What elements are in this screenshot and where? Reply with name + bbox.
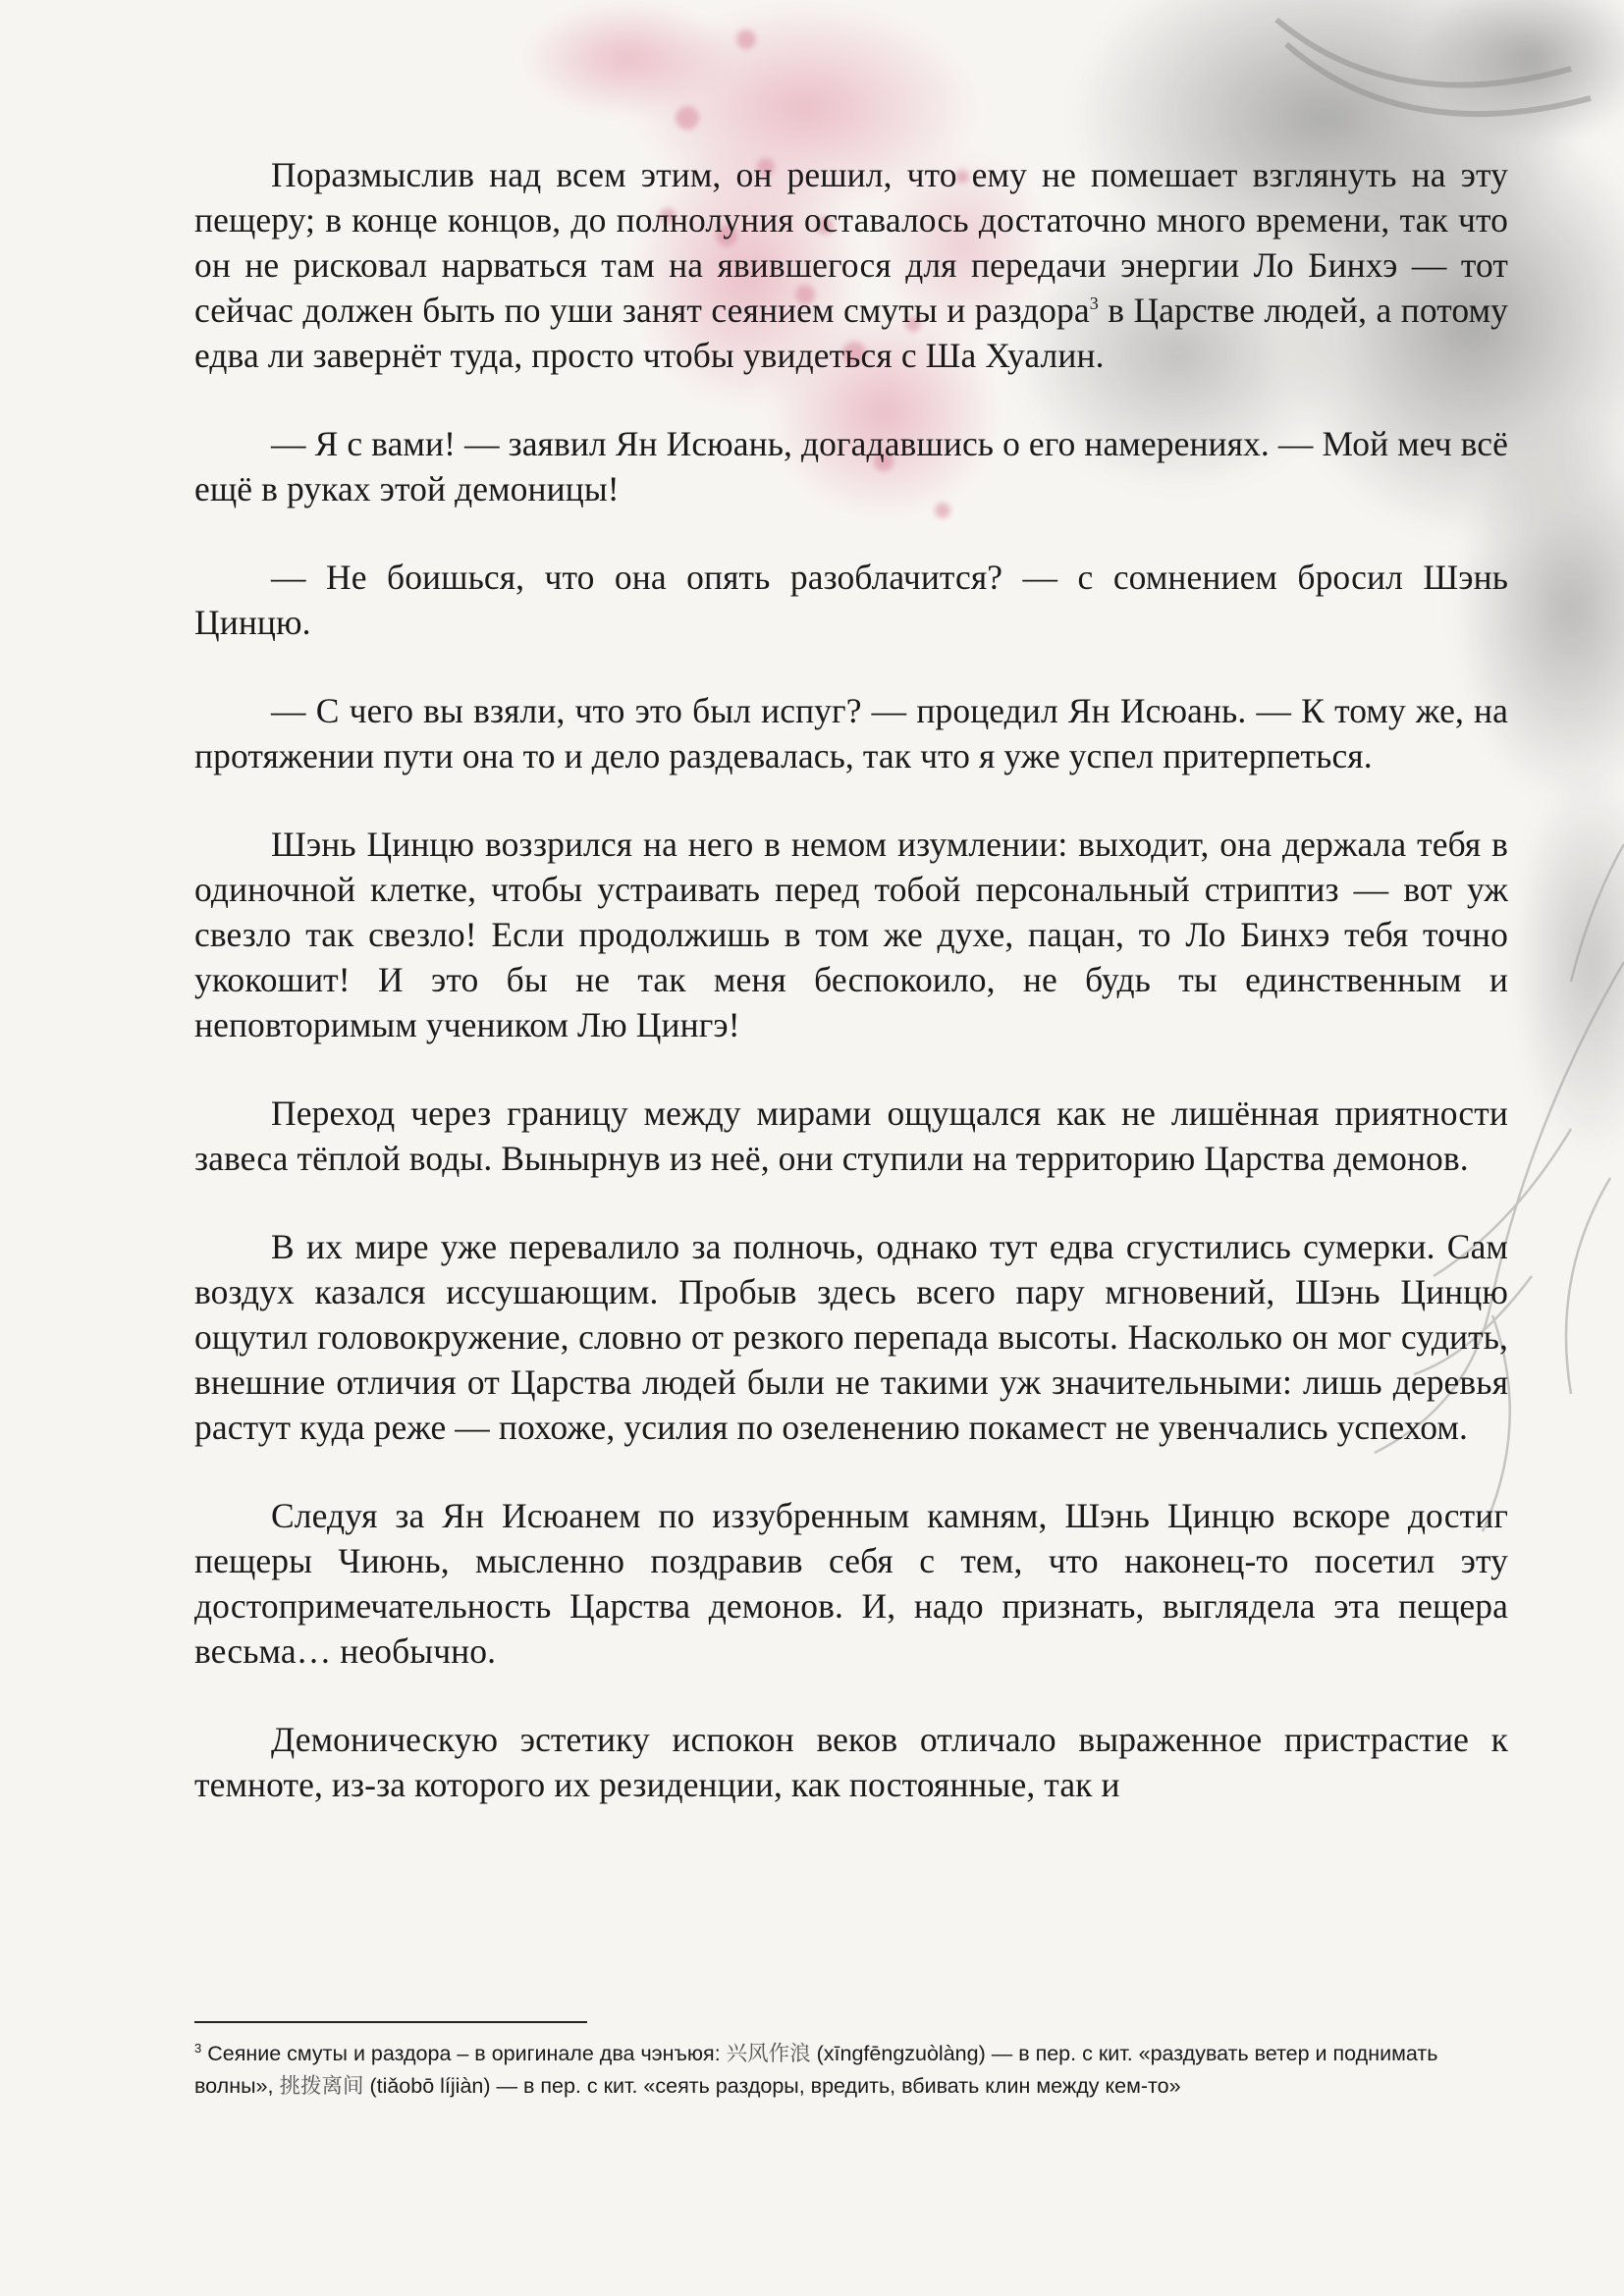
paragraph: В их мире уже перевалило за полночь, однако тут едва сгустились сумерки. Сам воздух казался иссушающим. Пробыв здесь всего пару мгновений, Шэнь Цинцю ощутил головокружение, словно от резкого перепада высоты. Насколько он мог судить, внешние отличия от Царства людей были не такими уж значительными: лишь деревья растут куда реже — похоже, усилия по озеленению покамест не увенчались успехом. xyxy=(194,1227,1508,1447)
document-body xyxy=(194,152,1508,1850)
footnote-text: (tiǎobō líjiàn) — в пер. с кит. «сеять раздоры, вредить, вбивать клин между кем-то» xyxy=(363,2073,1181,2098)
paragraph: Следуя за Ян Исюанем по иззубренным камням, Шэнь Цинцю вскоре достиг пещеры Чиюнь, мысленно поздравив себя с тем, что наконец-то посетил эту достопримечательность Царства демонов. И, надо признать, выглядела эта пещера весьма… необычно. xyxy=(194,1496,1508,1671)
footnote-text: Сеяние смуты и раздора – в оригинале два чэнъюя: xyxy=(201,2042,727,2065)
footnote-reference[interactable]: 3 xyxy=(1089,294,1099,314)
paragraph: Шэнь Цинцю воззрился на него в немом изумлении: выходит, она держала тебя в одиночной клетке, чтобы устраивать перед тобой персональный стриптиз — вот уж свезло так свезло! Если продолжишь в том же духе, пацан, то Ло Бинхэ тебя точно укокошит! И это бы не так меня беспокоило, не будь ты единственным и неповторимым учеником Лю Цингэ! xyxy=(194,825,1508,1044)
footnote-number: 3 xyxy=(194,2040,202,2056)
footnote xyxy=(194,2038,1508,2102)
paragraph-text: в Царстве людей, а потому едва ли завернёт туда, просто чтобы увидеться с Ша Хуалин. xyxy=(194,291,1508,375)
footnote-text: (xīngfēngzuòlàng) — в пер. с кит. «раздувать ветер и поднимать волны», xyxy=(194,2042,1438,2098)
footnote-chinese: 兴风作浪 xyxy=(726,2042,811,2065)
footnote-chinese: 挑拨离间 xyxy=(279,2073,364,2098)
footnote-separator xyxy=(194,2021,587,2023)
paragraph xyxy=(194,152,1508,378)
paragraph: — Я с вами! — заявил Ян Исюань, догадавшись о его намерениях. — Мой меч всё ещё в руках этой демоницы! xyxy=(194,424,1508,508)
paragraph-text: Поразмыслив над всем этим, он решил, что ему не помешает взглянуть на эту пещеру; в конце концов, до полнолуния оставалось достаточно много времени, так что он не рисковал нарваться там на явившегося для передачи энергии Ло Бинхэ — тот сейчас должен быть по уши занят сеянием смуты и раздора xyxy=(194,155,1508,330)
paragraph: Переход через границу между мирами ощущался как не лишённая приятности завеса тёплой воды. Вынырнув из неё, они ступили на территорию Царства демонов. xyxy=(194,1094,1508,1178)
paragraph: — Не боишься, что она опять разоблачится? — с сомнением бросил Шэнь Цинцю. xyxy=(194,558,1508,642)
paragraph: Демоническую эстетику испокон веков отличало выраженное пристрастие к темноте, из-за которого их резиденции, как постоянные, так и xyxy=(194,1720,1508,1804)
paragraph: — С чего вы взяли, что это был испуг? — процедил Ян Исюань. — К тому же, на протяжении пути она то и дело раздевалась, так что я уже успел притерпеться. xyxy=(194,691,1508,775)
